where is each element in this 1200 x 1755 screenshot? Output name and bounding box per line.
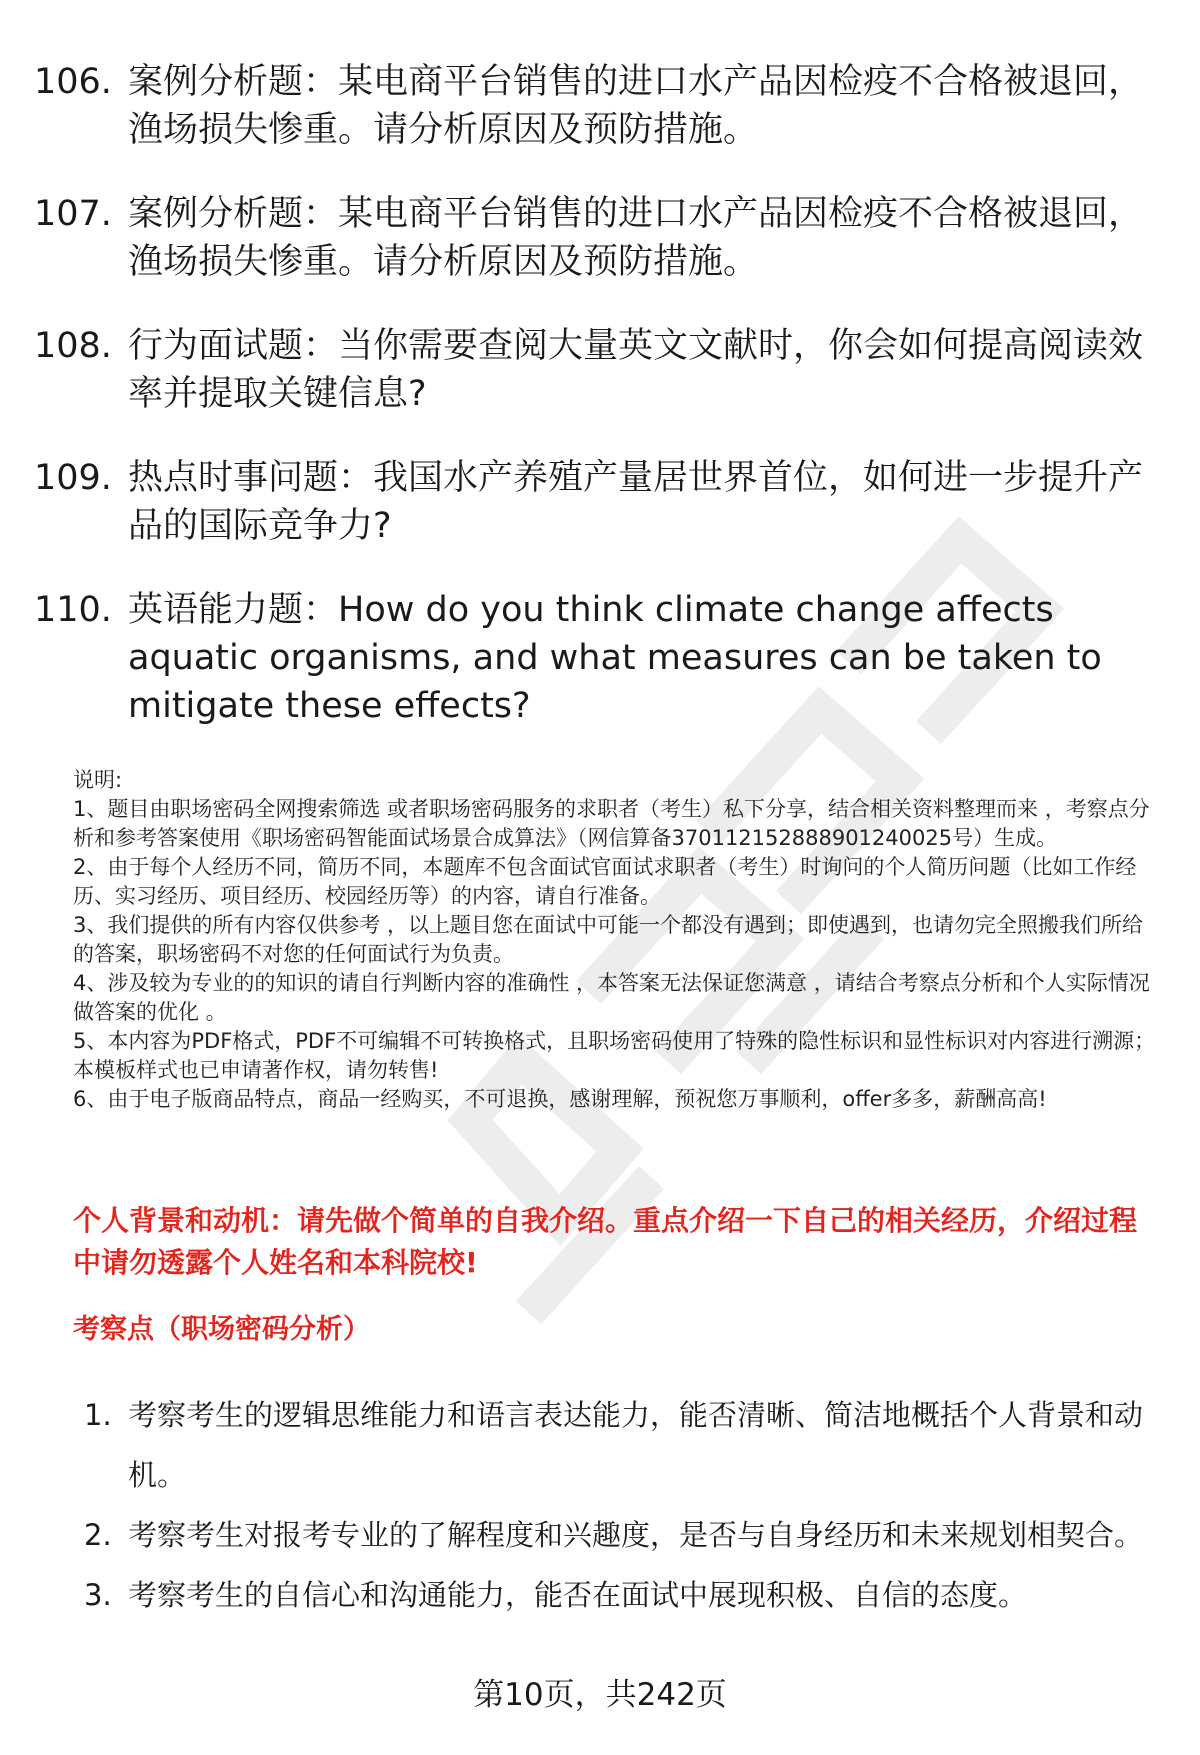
question-text: 案例分析题：某电商平台销售的进口水产品因检疫不合格被退回，渔场损失惨重。请分析原因及预防措施。 xyxy=(128,194,1144,282)
point-text: 考察考生的自信心和沟通能力，能否在面试中展现积极、自信的态度。 xyxy=(128,1578,1028,1612)
point-number: 1. xyxy=(84,1398,112,1432)
question-number: 110. xyxy=(34,590,112,630)
point-text: 考察考生的逻辑思维能力和语言表达能力，能否清晰、简洁地概括个人背景和动机。 xyxy=(128,1398,1144,1492)
note-item: 4、涉及较为专业的的知识的请自行判断内容的准确性 ，本答案无法保证您满意 ，请结合考察点分析和个人实际情况做答案的优化 。 xyxy=(73,971,1150,1024)
page-footer: 第10页，共242页 xyxy=(473,1677,727,1713)
question-text: 英语能力题：How do you think climate change affects aquatic organisms, and what measures can be taken to mitigate these effects? xyxy=(128,590,1102,726)
point-item xyxy=(84,1385,1164,1505)
question-item xyxy=(34,58,1164,154)
question-list xyxy=(34,58,1164,766)
note-item: 5、本内容为PDF格式，PDF不可编辑不可转换格式，且职场密码使用了特殊的隐性标识和显性标识对内容进行溯源；本模板样式也已申请著作权，请勿转售! xyxy=(73,1029,1156,1082)
question-text: 热点时事问题：我国水产养殖产量居世界首位，如何进一步提升产品的国际竞争力? xyxy=(128,458,1144,546)
question-item xyxy=(34,190,1164,286)
point-number: 3. xyxy=(84,1578,112,1612)
point-number: 2. xyxy=(84,1518,112,1552)
note-item: 3、我们提供的所有内容仅供参考 ，以上题目您在面试中可能一个都没有遇到；即使遇到，也请勿完全照搬我们所给的答案，职场密码不对您的任何面试行为负责。 xyxy=(73,913,1144,966)
question-number: 108. xyxy=(34,326,112,366)
point-item xyxy=(84,1565,1164,1625)
note-item: 6、由于电子版商品特点，商品一经购买，不可退换，感谢理解，预祝您万事顺利，offer多多，薪酬高高! xyxy=(73,1087,1047,1111)
question-number: 107. xyxy=(34,194,112,234)
section-heading: 个人背景和动机：请先做个简单的自我介绍。重点介绍一下自己的相关经历，介绍过程中请勿透露个人姓名和本科院校! xyxy=(73,1204,1138,1279)
question-number: 106. xyxy=(34,62,112,102)
note-item: 2、由于每个人经历不同，简历不同，本题库不包含面试官面试求职者（考生）时询问的个人简历问题（比如工作经历、实习经历、项目经历、校园经历等）的内容，请自行准备。 xyxy=(73,855,1137,908)
question-number: 109. xyxy=(34,458,112,498)
assessment-points xyxy=(84,1385,1164,1625)
question-text: 行为面试题：当你需要查阅大量英文文献时，你会如何提高阅读效率并提取关键信息? xyxy=(128,326,1144,414)
notes-title: 说明: xyxy=(73,768,123,792)
section-subheading: 考察点（职场密码分析） xyxy=(73,1314,370,1345)
disclaimer-notes xyxy=(73,766,1163,1114)
question-item xyxy=(34,586,1164,730)
question-item xyxy=(34,454,1164,550)
point-text: 考察考生对报考专业的了解程度和兴趣度，是否与自身经历和未来规划相契合。 xyxy=(128,1518,1144,1552)
question-item xyxy=(34,322,1164,418)
note-item: 1、题目由职场密码全网搜索筛选 或者职场密码服务的求职者（考生）私下分享，结合相关资料整理而来 ，考察点分析和参考答案使用《职场密码智能面试场景合成算法》（网信算备370112152888901240025号）生成。 xyxy=(73,797,1150,850)
point-item xyxy=(84,1505,1164,1565)
question-text: 案例分析题：某电商平台销售的进口水产品因检疫不合格被退回，渔场损失惨重。请分析原因及预防措施。 xyxy=(128,62,1144,150)
